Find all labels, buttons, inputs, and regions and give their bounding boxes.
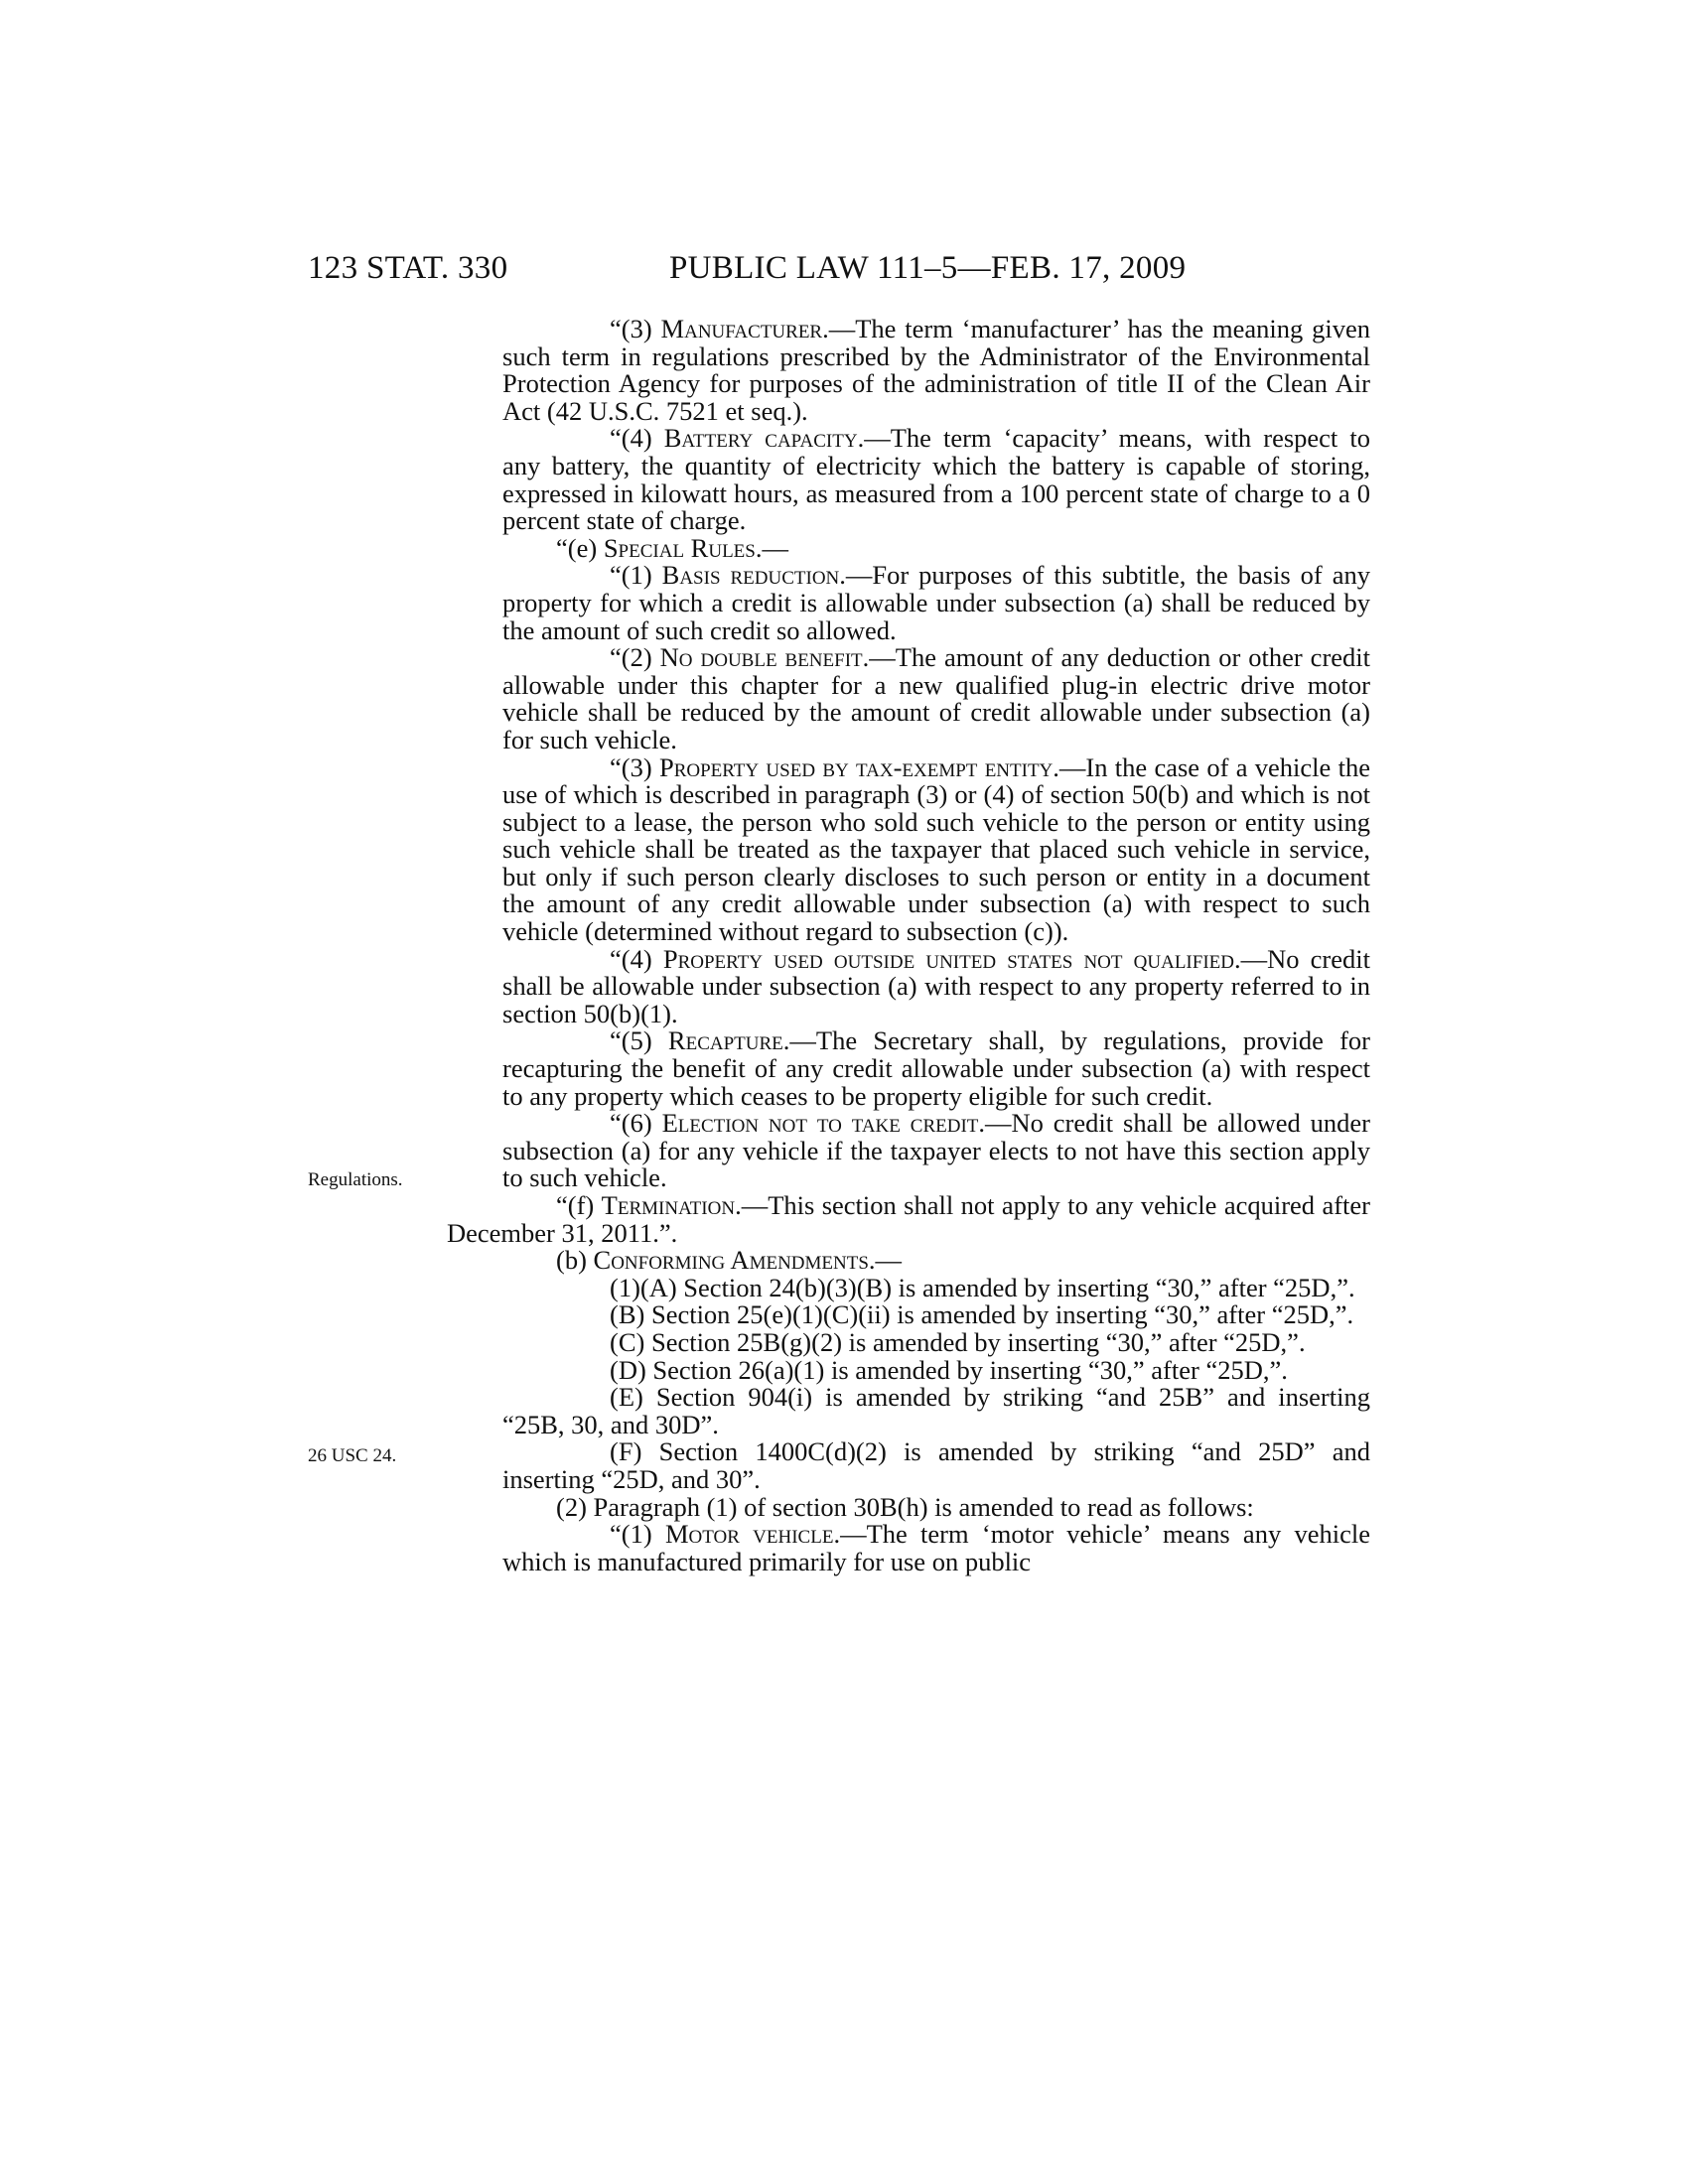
heading-manufacturer: Manufacturer — [660, 314, 823, 343]
heading-special-rules: Special Rules — [603, 532, 756, 563]
heading-outside-united-states: Property used outside united states not qualified — [662, 943, 1234, 974]
paragraph-termination: “(f) Termination.—This section shall not apply to any vehicle acquired after December 31, 2011.”. — [447, 1190, 1370, 1248]
running-header: PUBLIC LAW 111–5—FEB. 17, 2009 — [669, 250, 1187, 286]
heading-no-double-benefit: No double benefit — [659, 642, 863, 673]
paragraph-special-rules: “(e) Special Rules.— — [556, 532, 788, 563]
amendment-1b: (B) Section 25(e)(1)(C)(ii) is amended by inserting “30,” after “25D,”. — [610, 1299, 1354, 1330]
amendment-1c: (C) Section 25B(g)(2) is amended by inserting “30,” after “25D,”. — [610, 1326, 1306, 1357]
heading-battery-capacity: Battery capacity — [663, 423, 858, 454]
paragraph-battery-capacity: “(4) Battery capacity.—The term ‘capacity’ means, with respect to any battery, the quantity of electricity which the battery is capable of storing, expressed in kilowatt hours, as measured from a 100 percent state of charge to a 0 percent state of charge. — [502, 423, 1370, 536]
margin-note-usc: 26 USC 24. — [308, 1445, 397, 1466]
heading-basis-reduction: Basis reduction — [661, 560, 840, 591]
paragraph-tax-exempt-entity: “(3) Property used by tax-exempt entity.—In the case of a vehicle the use of which is described in paragraph (3) or (4) of section 50(b) and which is not subject to a lease, the person who sold such vehicle to the person or entity using such vehicle shall be treated as the taxpayer that placed such vehicle in service, but only if such person clearly discloses to such person or entity in a document the amount of any credit allowable under subsection (a) with respect to such vehicle (determined without regard to subsection (c)). — [502, 751, 1370, 947]
heading-motor-vehicle: Motor vehicle — [664, 1519, 834, 1550]
amendment-1f: (F) Section 1400C(d)(2) is amended by striking “and 25D” and inserting “25D, and 30”. — [502, 1436, 1370, 1494]
paragraph-recapture: “(5) Recapture.—The Secretary shall, by regulations, provide for recapturing the benefit of any credit allowable under subsection (a) with respect to any property which ceases to be property eligible for such credit. — [502, 1025, 1370, 1111]
amendment-1e: (E) Section 904(i) is amended by striking “and 25B” and inserting “25B, 30, and 30D”. — [502, 1382, 1370, 1439]
page-stat-number: 123 STAT. 330 — [308, 250, 508, 286]
margin-note-regulations: Regulations. — [308, 1169, 403, 1190]
amendment-1a: (1)(A) Section 24(b)(3)(B) is amended by inserting “30,” after “25D,”. — [610, 1272, 1355, 1302]
amendment-1d: (D) Section 26(a)(1) is amended by inserting “30,” after “25D,”. — [610, 1354, 1288, 1385]
paragraph-conforming-amendments: (b) Conforming Amendments.— — [556, 1245, 903, 1276]
amendment-2: (2) Paragraph (1) of section 30B(h) is amended to read as follows: — [556, 1491, 1254, 1522]
paragraph-motor-vehicle: “(1) Motor vehicle.—The term ‘motor vehicle’ means any vehicle which is manufactured primarily for use on public — [502, 1519, 1370, 1576]
paragraph-no-double-benefit: “(2) No double benefit.—The amount of any deduction or other credit allowable under this chapter for a new qualified plug-in electric drive motor vehicle shall be reduced by the amount of credit allowable under subsection (a) for such vehicle. — [502, 642, 1371, 754]
paragraph-election-not-to-take-credit: “(6) Election not to take credit.—No credit shall be allowed under subsection (a) for any vehicle if the taxpayer elects to not have this section apply to such vehicle. — [502, 1108, 1370, 1193]
document-body — [447, 314, 1371, 1576]
paragraph-outside-united-states: “(4) Property used outside united states not qualified.—No credit shall be allowable under subsection (a) with respect to any property referred to in section 50(b)(1). — [502, 943, 1370, 1028]
paragraph-manufacturer: “(3) Manufacturer.—The term ‘manufacturer’ has the meaning given such term in regulations prescribed by the Administrator of the Environmental Protection Agency for purposes of the administration of title II of the Clean Air Act (42 U.S.C. 7521 et seq.). — [502, 314, 1370, 426]
heading-election-not-to-take-credit: Election not to take credit — [661, 1108, 979, 1139]
paragraph-basis-reduction: “(1) Basis reduction.—For purposes of this subtitle, the basis of any property for which a credit is allowable under subsection (a) shall be reduced by the amount of such credit so allowed. — [502, 560, 1370, 645]
heading-tax-exempt-entity: Property used by tax-exempt entity — [658, 751, 1054, 782]
heading-recapture: Recapture — [667, 1025, 783, 1056]
heading-conforming-amendments: Conforming Amendments — [593, 1245, 869, 1276]
heading-termination: Termination — [601, 1190, 736, 1220]
